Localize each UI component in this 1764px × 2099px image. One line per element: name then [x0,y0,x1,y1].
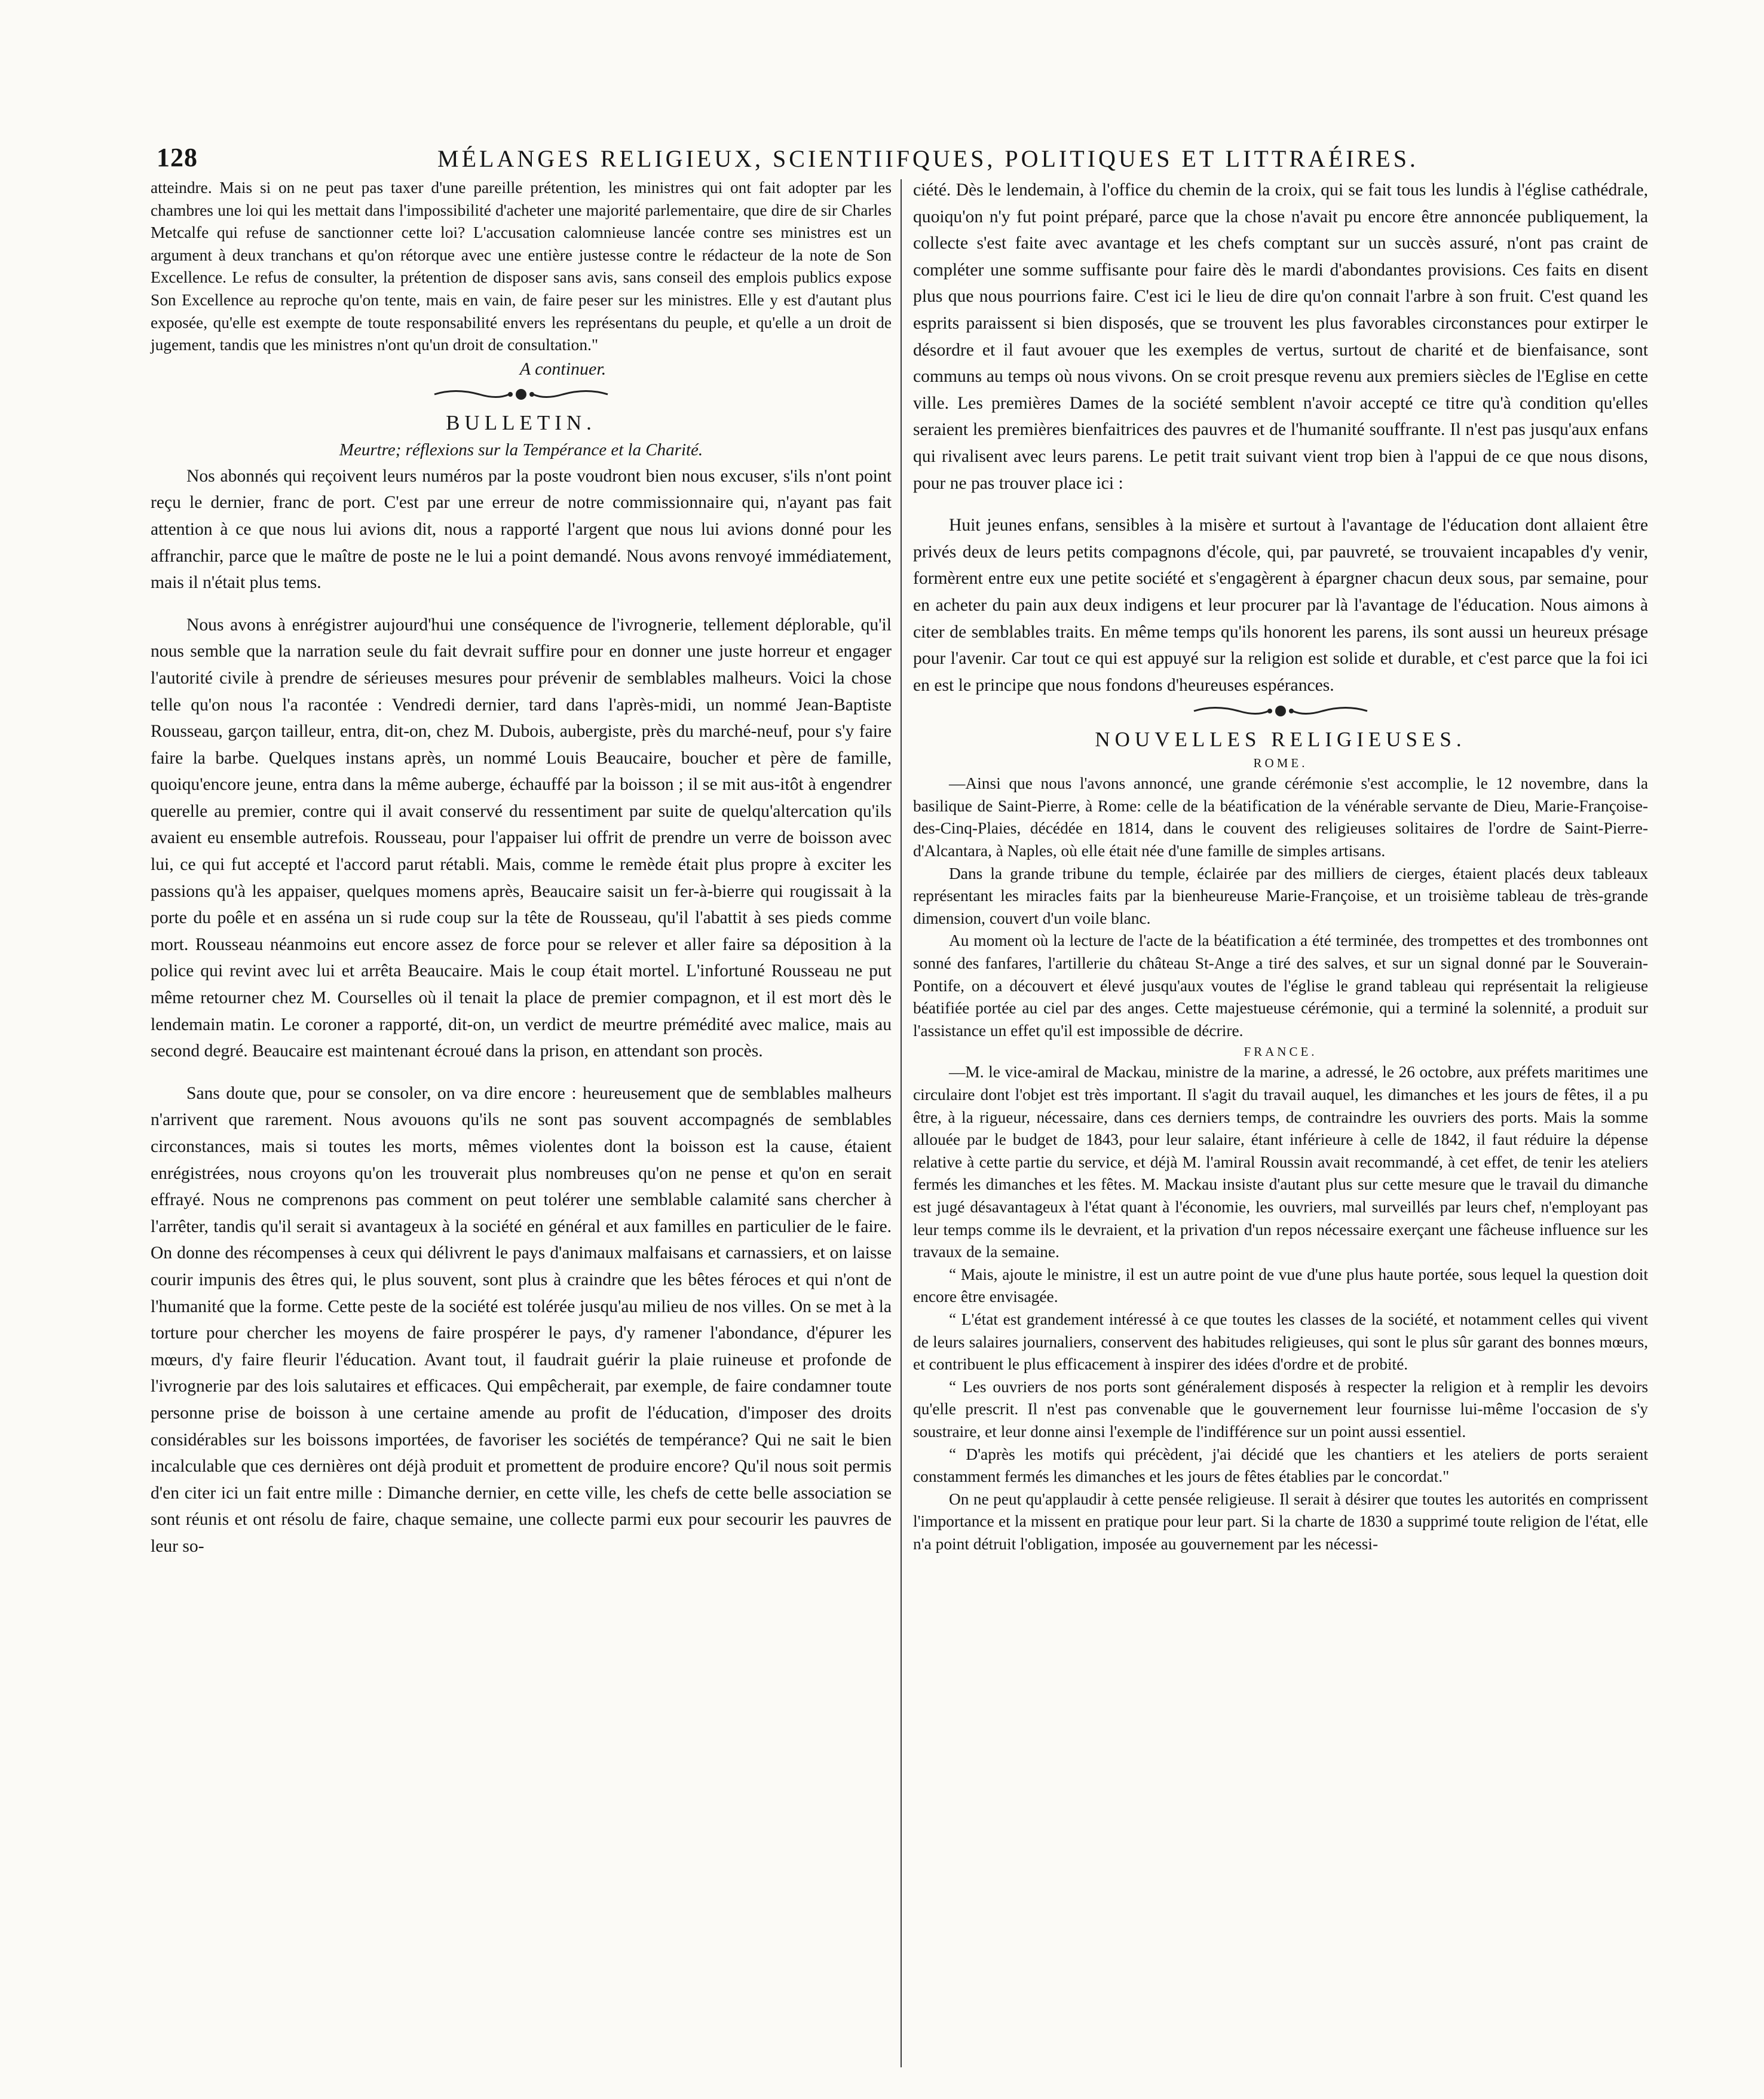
paragraph-rome-ceremony: —Ainsi que nous l'avons annoncé, une grande cérémonie s'est accomplie, le 12 novembre, dans la basilique de Saint-Pierre, à Rome: celle de la béatification de la vénérable servante de Dieu, Marie-Françoise-des-Cinq-Plaies, décédée en 1814, dans le couvent des religieuses solitaires de l'ordre de Saint-Pierre-d'Alcantara, à Naples, où elle était née d'une famille de simples artisans. [913,774,1648,860]
paragraph-rome-tribune: Dans la grande tribune du temple, éclairée par des milliers de cierges, étaient placés deux tableaux représentant les miracles faits par la bienheureuse Marie-Françoise, et un troisième tableau de très-grande dimension, couvert d'un voile blanc. [913,864,1648,927]
bulletin-subtitle: Meurtre; réflexions sur la Tempérance et la Charité. [339,440,703,459]
continued-article-text: atteindre. Mais si on ne peut pas taxer d'une pareille prétention, les ministres qui ont fait adopter par les chambres une loi qui les mettait dans l'impossibilité d'acheter une majorité parlementaire, que dire de sir Charles Metcalfe qui refuse de sanctionner cette loi? L'accusation calomnieuse lancée contre ses ministres est un argument à deux tranchans et qu'on rétorque avec une entière justesse contre le rédacteur de la note de Son Excellence. Le refus de consulter, la prétention de disposer sans avis, sans conseil des emplois publics expose Son Excellence au reproche qu'on tente, mais en vain, de faire peser sur les ministres. Elle y est d'autant plus exposée, qu'elle est exempte de toute responsabilité envers les représentans du peuple, et qu'elle a un droit de jugement, tandis que les ministres n'ont qu'un droit de consultation." [151,179,892,354]
france-dateline: FRANCE. [1244,1044,1318,1059]
paragraph-murder-account: Nous avons à enrégistrer aujourd'hui une conséquence de l'ivrognerie, tellement déplorable, qu'il nous semble que la narration seule du fait devrait suffire pour en donner une juste horreur et engager l'autorité civile à prendre de sérieuses mesures pour prévenir de semblables malheurs. Voici la chose telle qu'on nous l'a racontée : Vendredi dernier, tard dans l'après-midi, un nommé Jean-Baptiste Rousseau, garçon tailleur, entra, dit-on, chez M. Dubois, aubergiste, près du marché-neuf, pour s'y faire faire la barbe. Quelques instans après, un nommé Louis Beaucaire, boucher et père de famille, quoiqu'encore jeune, entra dans la même auberge, échauffé par la boisson ; il se mit aus-itôt à engendrer querelle au premier, contre qui il avait conservé du ressentiment par suite de quelqu'altercation qu'ils avaient eu ensemble autrefois. Rousseau, pour l'appaiser lui offrit de prendre un verre de boisson avec lui, ce qui fut accepté et l'accord parut rétabli. Mais, comme le remède était plus propre à exciter les passions qu'à les appaiser, quelques momens après, Beaucaire saisit un fer-à-bierre qui rougissait à la porte du poêle et en asséna un si rude coup sur la tête de Rousseau, qu'il l'abattit à ses pieds comme mort. Rousseau néanmoins eut encore assez de force pour se relever et aller faire sa déposition à la police qui revint avec lui et arrêta Beaucaire. Mais le coup était mortel. L'infortuné Rousseau ne put même retourner chez M. Courselles où il tenait la place de premier compagnon, et il est mort dès le lendemain matin. Le coroner a rapporté, dit-on, un verdict de meurtre prémédité avec malice, mais au second degré. Beaucaire est maintenant écroué dans la prison, en attendant son procès. [151,615,892,1061]
paragraph-charity-collection: ciété. Dès le lendemain, à l'office du chemin de la croix, qui se fait tous les lundis à l'église cathédrale, quoiqu'on n'y fut point préparé, parce que la chose n'avait pu encore être annoncée publiquement, la collecte s'est faite avec avantage et les chefs comptant sur un succès assuré, n'ont pas craint de compléter une somme suffisante pour faire dès le mardi d'abondantes provisions. Ces faits en disent plus que nous pourrions faire. C'est ici le lieu de dire qu'on connait l'arbre à son fruit. C'est quand les esprits paraissent si bien disposés, que se trouvent les plus favorables circonstances pour extirper le désordre et il faut avouer que les exemples de vertus, surtout de charité et de bienfaisance, sont communs au temps où nous vivons. On se croit presque revenu aux premiers siècles de l'Eglise en cette ville. Les premières Dames de la société semblent n'avoir accepté ce titre qu'à condition qu'elles seraient les premières bienfaitrices des pauvres et de l'humanité souffrante. Il n'est pas jusqu'aux enfans qui rivalisent avec leurs parens. Le petit trait suivant vient trop bien à l'appui de ce que nous disons, pour ne pas trouver place ici : [913,180,1648,493]
bulletin-heading: BULLETIN. [446,410,596,434]
paragraph-france-quote-1: “ Mais, ajoute le ministre, il est un autre point de vue d'une plus haute portée, sous lequel la question doit encore être envisagée. [913,1265,1648,1306]
ornament-divider [913,703,1648,721]
ornament-divider-icon [431,387,611,402]
to-be-continued-note: A continuer. [519,358,607,379]
ornament-divider-icon [1191,703,1370,719]
nouvelles-religieuses-heading: NOUVELLES RELIGIEUSES. [1095,728,1466,752]
paragraph-france-quote-4: “ D'après les motifs qui précèdent, j'ai décidé que les chantiers et les ateliers de ports seraient constamment fermés les dimanches et les jours de fêtes établies par le concordat." [913,1445,1648,1486]
rome-dateline: ROME. [1253,756,1308,771]
page-number: 128 [157,143,198,172]
paragraph-france-quote-2: “ L'état est grandement intéressé à ce que toutes les classes de la société, et notamment celles qui vivent de leurs salaires journaliers, conservent des habitudes religieuses, qui sont le plus sûr garant des bonnes mœurs, et contribuent le plus efficacement à inspirer des idées d'ordre et de probité. [913,1310,1648,1374]
paragraph-temperance-reflection: Sans doute que, pour se consoler, on va dire encore : heureusement que de semblables malheurs n'arrivent que rarement. Nous avouons qu'ils ne sont pas souvent accompagnés de semblables circonstances, mais si toutes les morts, mêmes violentes dont la boisson est la cause, étaient enrégistrées, nous croyons qu'on les trouverait plus nombreuses qu'on ne pense et qu'on en serait effrayé. Nous ne comprenons pas comment on peut tolérer une semblable calamité sans chercher à l'arrêter, tandis qu'il serait si avantageux à la société en général et aux familles en particulier de le faire. On donne des récompenses à ceux qui délivrent le pays d'animaux malfaisans et carnassiers, et on laisse courir impunis des êtres qui, le plus souvent, sont plus à craindre que les bêtes féroces et qui n'ont de l'humanité que la forme. Cette peste de la société est tolérée jusqu'au milieu de nos villes. On se met à la torture pour chercher les moyens de faire prospérer le pays, d'y ramener l'abondance, d'épurer les mœurs, d'y faire fleurir l'éducation. Avant tout, il faudrait guérir la plaie ruineuse et profonde de l'ivrognerie par des lois salutaires et efficaces. Qui empêcherait, par exemple, de faire condamner toute personne prise de boisson à une certaine amende au profit de l'éducation, d'imposer des droits considérables sur les boissons importées, de favoriser les sociétés de tempérance? Qui ne sait le bien incalculable que ces dernières ont déjà produit et promettent de produire encore? Qu'il nous soit permis d'en citer ici un fait entre mille : Dimanche dernier, en cette ville, les chefs de cette belle association se sont réunis et ont résolu de faire, chaque semaine, une collecte parmi eux pour secourir les pauvres de leur so- [151,1083,892,1556]
right-column [913,177,1648,1555]
paragraph-france-circular: —M. le vice-amiral de Mackau, ministre de la marine, a adressé, le 26 octobre, aux préfets maritimes une circulaire dont l'objet est très important. Il s'agit du travail auquel, les dimanches et les jours de fêtes, il a pu être, à la rigueur, nécessaire, dans ces derniers temps, de contraindre les ouvriers des ports. Mais la somme allouée par le budget de 1843, pour leur salaire, étant inférieure à celle de 1842, il faut réduire la dépense relative à cette partie du service, et déjà M. l'amiral Roussin avait recommandé, à cet effet, de tenir les ateliers fermés les dimanches et les fêtes. M. Mackau insiste d'autant plus sur cette mesure que le travail du dimanche est jugé désavantageux à l'état quant à l'économie, les ouvriers, mal surveillés par leurs chef, n'employant pas leur temps comme ils le devraient, et la privation d'un repos nécessaire exerçant une fâcheuse influence sur les travaux de la semaine. [913,1063,1648,1261]
column-divider [901,179,902,2067]
left-column [151,177,892,1560]
paragraph-children-society: Huit jeunes enfans, sensibles à la misère et surtout à l'avantage de l'éducation dont allaient être privés deux de leurs petits compagnons d'école, qui, par pauvreté, se trouvaient incapables d'y venir, formèrent entre eux une petite société et s'engagèrent à épargner chacun deux sous, par semaine, pour en acheter du pain aux deux indigens et leur procurer par là l'avantage de l'éducation. Nous aimons à citer de semblables traits. En même temps qu'ils honorent les parens, ils sont aussi un heureux présage pour l'avenir. Car tout ce qui est appuyé sur la religion est solide et durable, et c'est parce que la foi ici en est le principe que nous fondons d'heureuses espérances. [913,516,1648,695]
paragraph-france-quote-3: “ Les ouvriers de nos ports sont généralement disposés à respecter la religion et à remplir les devoirs qu'elle prescrit. Il n'est pas convenable que le gouvernement leur fournisse lui-même l'occasion de s'y soustraire, et leur donne ainsi l'exemple de l'indifférence sur un point aussi essentiel. [913,1377,1648,1441]
paragraph-subscribers-notice: Nos abonnés qui reçoivent leurs numéros par la poste voudront bien nous excuser, s'ils n'ont point reçu le dernier, franc de port. C'est par une erreur de notre commissionnaire qui, n'ayant pas fait attention à ce que nous lui avions dit, nous a rapporté l'argent que nous lui avions donné pour les affranchir, parce que le maître de poste ne le lui a point demandé. Nous avons renvoyé immédiatement, mais il n'était plus tems. [151,466,892,593]
running-title: MÉLANGES RELIGIEUX, SCIENTIIFQUES, POLITIQUES ET LITTRAÉIRES. [437,145,1419,172]
page-header [157,142,1653,179]
paragraph-france-commentary: On ne peut qu'applaudir à cette pensée religieuse. Il serait à désirer que toutes les autorités en comprissent l'importance et la missent en pratique pour leur part. Si la charte de 1830 a supprimé toute religion de l'état, elle n'a point détruit l'obligation, imposée au gouvernement par les nécessi- [913,1490,1648,1553]
ornament-divider [151,387,892,405]
paragraph-rome-beatification: Au moment où la lecture de l'acte de la béatification a été terminée, des trompettes et des trombonnes ont sonné des fanfares, l'artillerie du château St-Ange a tiré des salves, et sur un signal donné par le Souverain-Pontife, on a découvert et élevé jusqu'aux voutes de l'église le grand tableau qui représentait la religieuse béatifiée portée au ciel par des anges. Cette majestueuse cérémonie, qui a terminé la solennité, a produit sur l'assistance un effet qu'il est impossible de décrire. [913,931,1648,1040]
